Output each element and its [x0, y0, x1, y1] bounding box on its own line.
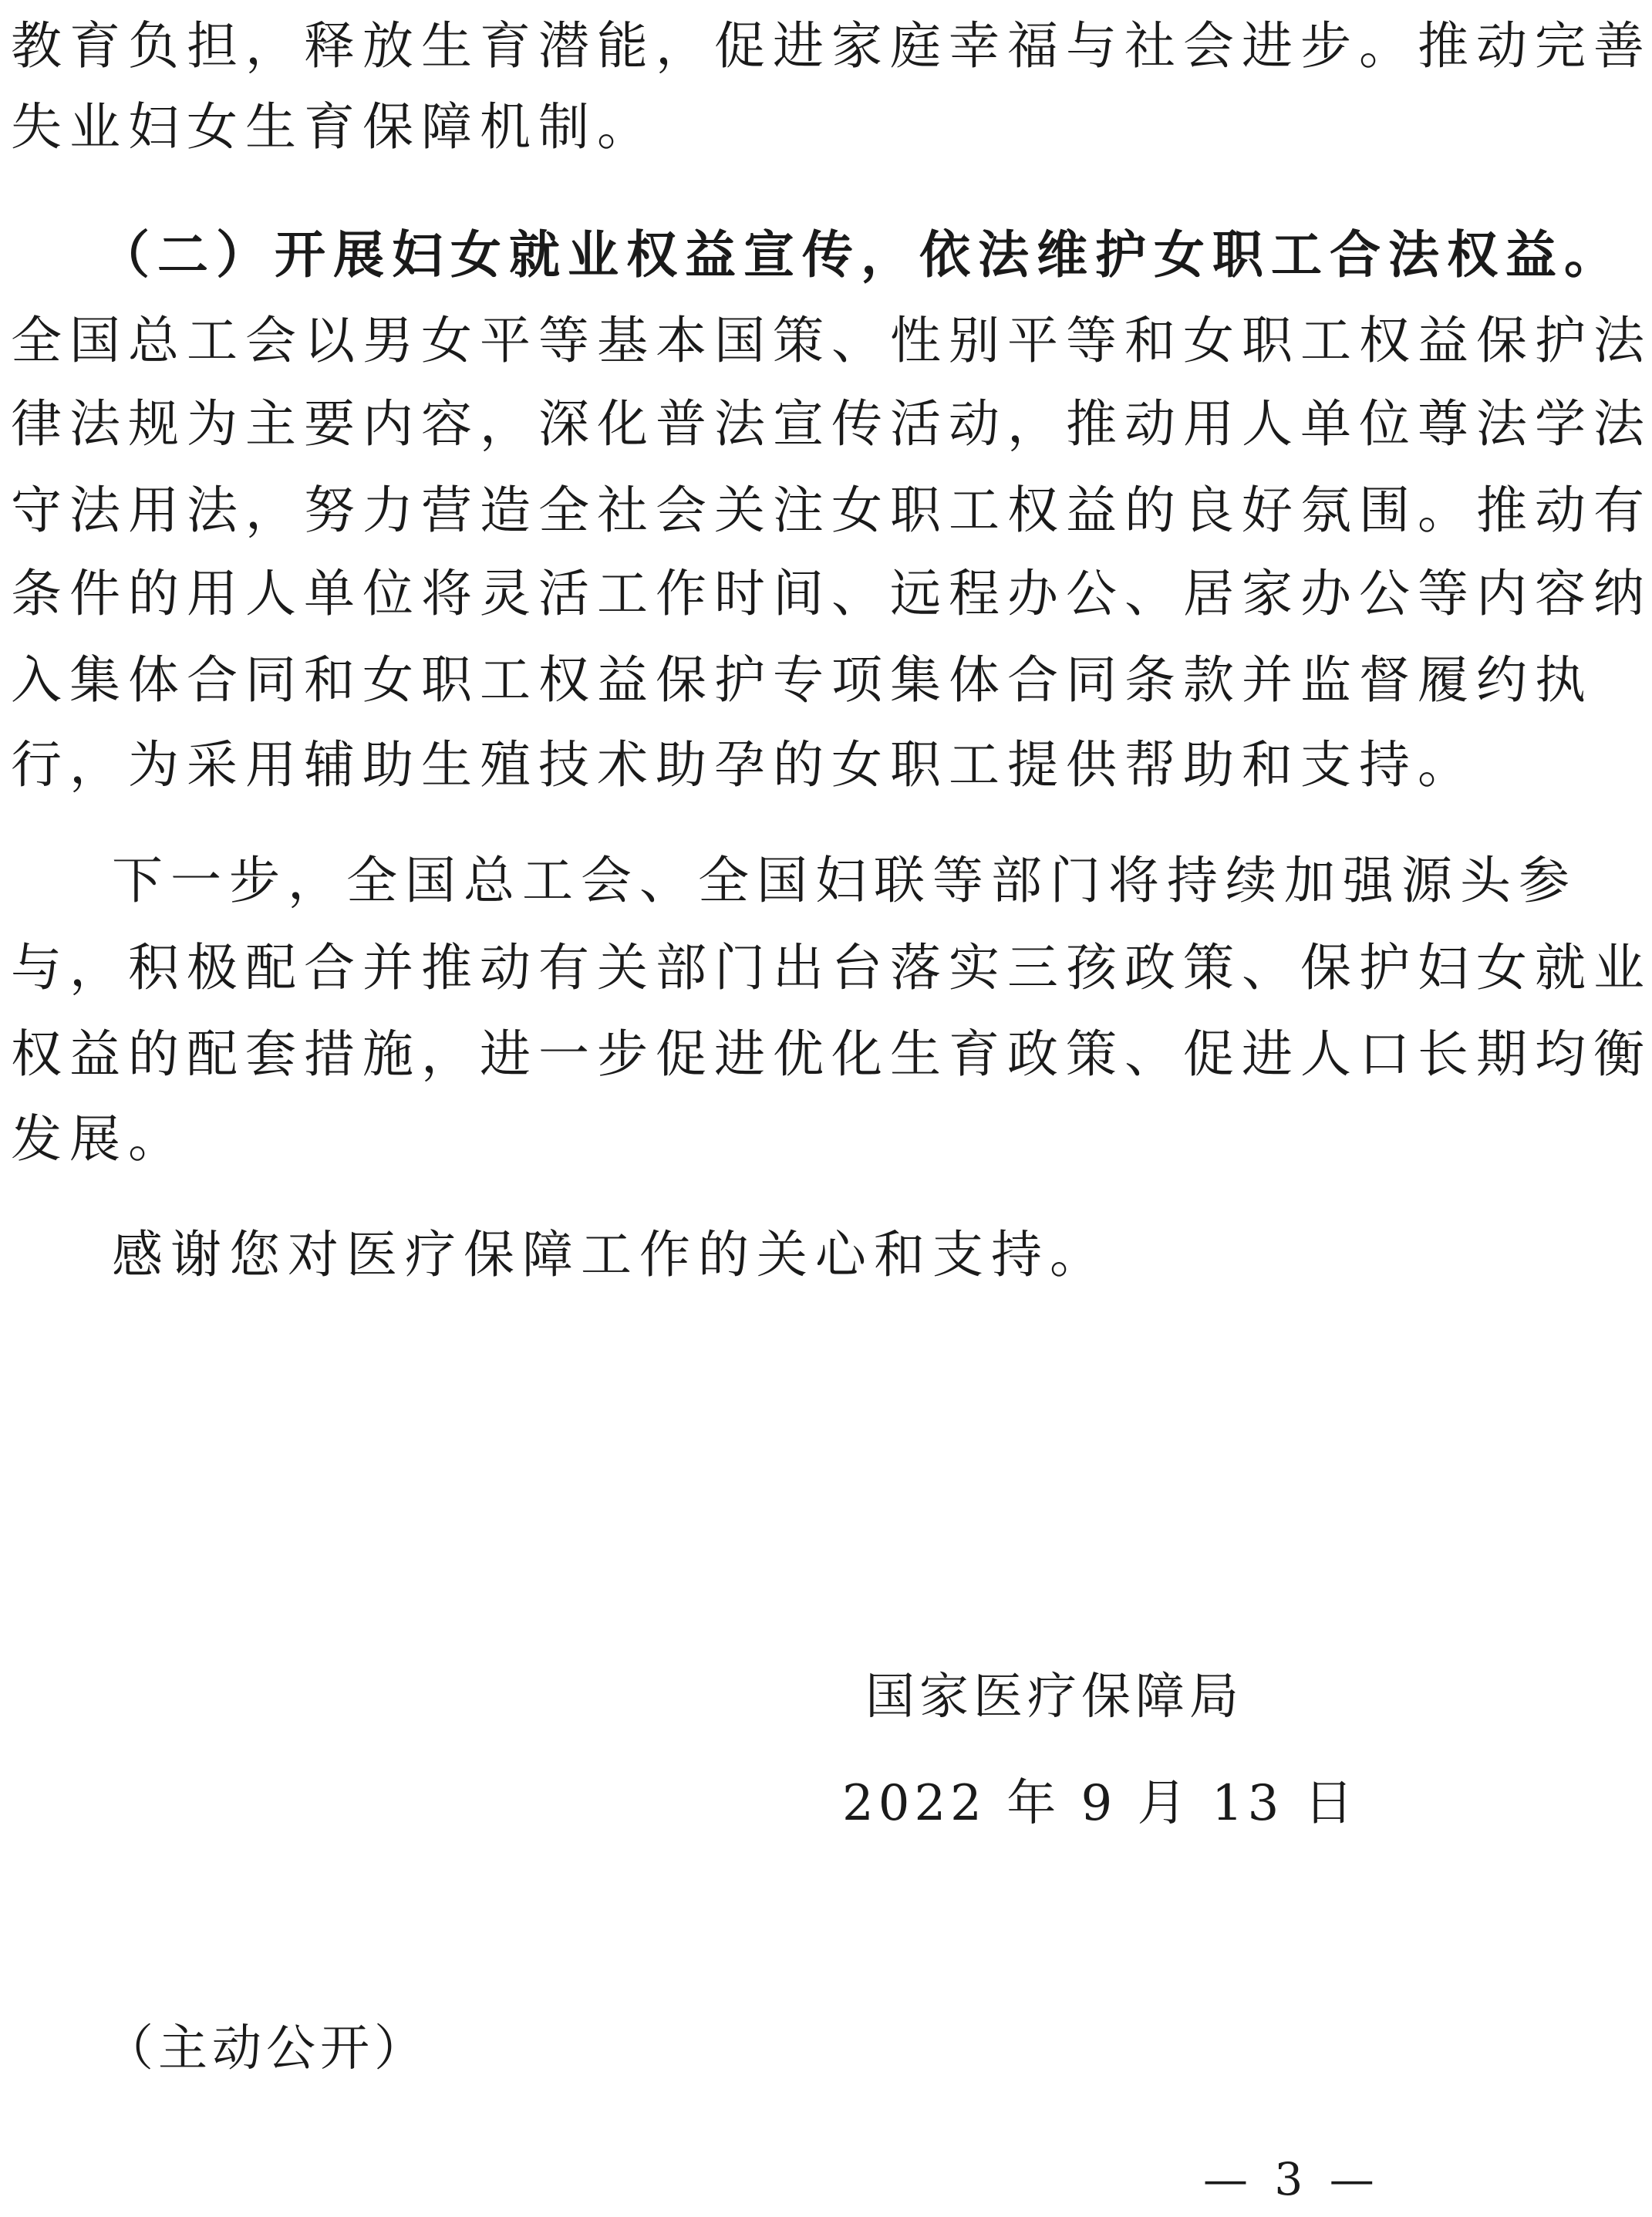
body-text-line: 发展。 — [11, 1109, 187, 1169]
body-text-line: 全国总工会以男女平等基本国策、性别平等和女职工权益保护法 — [11, 311, 1652, 370]
signature-date: 2022 年 9 月 13 日 — [842, 1775, 1358, 1832]
body-text-line: 入集体合同和女职工权益保护专项集体合同条款并监督履约执 — [11, 650, 1593, 710]
disclosure-note: （主动公开） — [104, 2020, 428, 2077]
section-heading: （二）开展妇女就业权益宣传，依法维护女职工合法权益。 — [99, 224, 1623, 285]
body-text-line: 下一步，全国总工会、全国妇联等部门将持续加强源头参 — [112, 851, 1577, 910]
page-number: — 3 — — [1203, 2153, 1381, 2205]
body-text-line: 条件的用人单位将灵活工作时间、远程办公、居家办公等内容纳 — [11, 564, 1652, 623]
body-text-line: 行，为采用辅助生殖技术助孕的女职工提供帮助和支持。 — [11, 735, 1476, 795]
body-text-line: 律法规为主要内容，深化普法宣传活动，推动用人单位尊法学法 — [11, 394, 1652, 454]
body-text-line: 教育负担，释放生育潜能，促进家庭幸福与社会进步。推动完善 — [11, 16, 1652, 76]
signature-organization: 国家医疗保障局 — [865, 1669, 1243, 1726]
body-text-line: 失业妇女生育保障机制。 — [11, 97, 656, 157]
body-text-line: 与，积极配合并推动有关部门出台落实三孩政策、保护妇女就业 — [11, 938, 1652, 997]
body-text-line: 守法用法，努力营造全社会关注女职工权益的良好氛围。推动有 — [11, 481, 1652, 540]
body-text-line: 权益的配套措施，进一步促进优化生育政策、促进人口长期均衡 — [11, 1024, 1652, 1084]
closing-text: 感谢您对医疗保障工作的关心和支持。 — [112, 1225, 1108, 1284]
